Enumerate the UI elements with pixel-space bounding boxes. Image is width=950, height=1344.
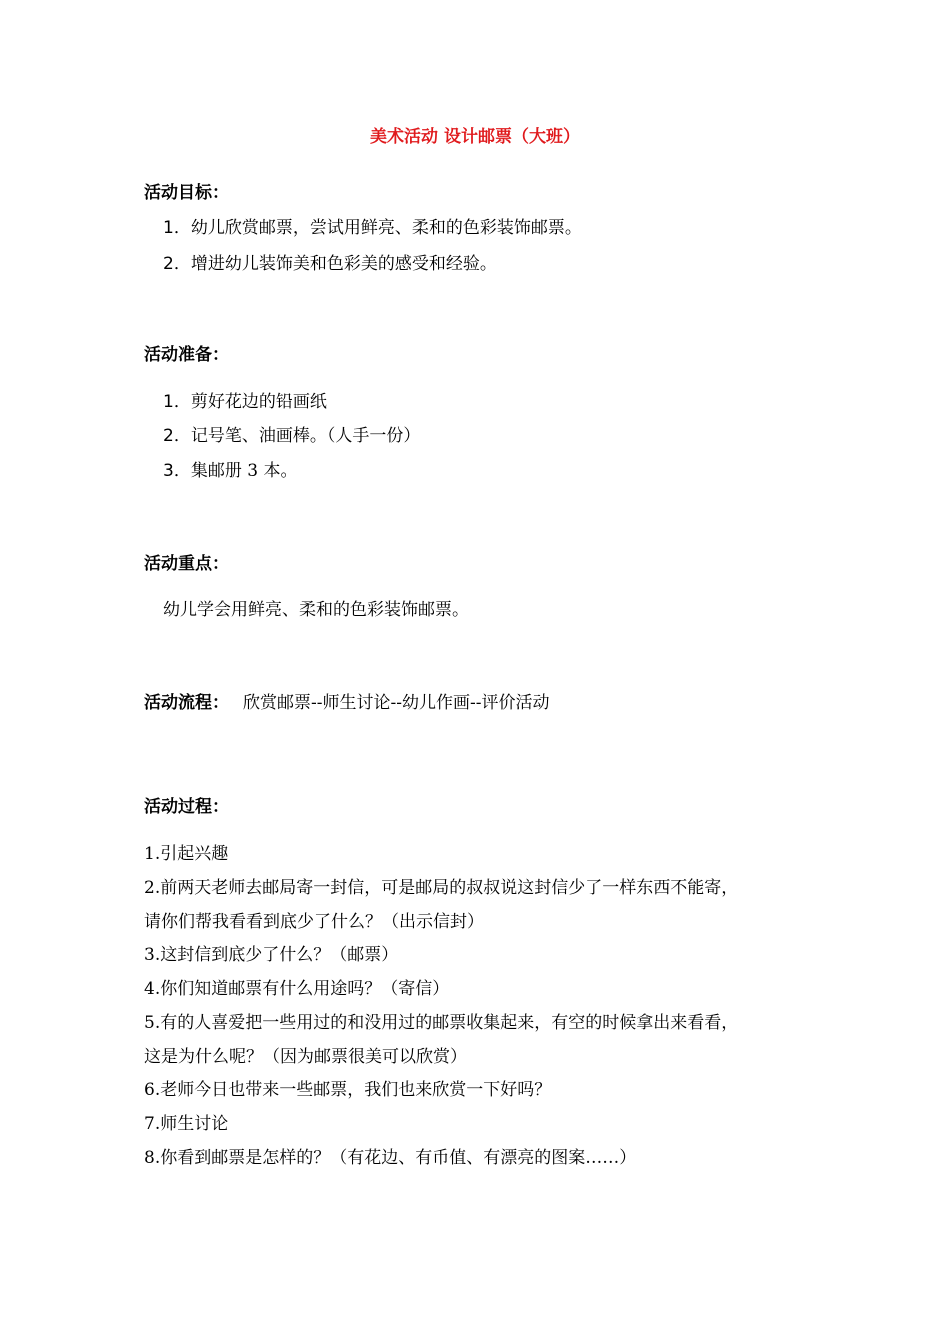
preparation-item-text: 记号笔、油画棒。（人手一份） [190,426,421,446]
goal-item-text: 增进幼儿装饰美和色彩美的感受和经验。 [190,254,497,274]
process-line: 1.引起兴趣 [144,844,229,864]
flow-line [144,692,549,714]
preparation-heading: 活动准备： [144,345,229,365]
process-line: 8.你看到邮票是怎样的？（有花边、有币值、有漂亮的图案……） [144,1148,637,1168]
document-title: 美术活动 设计邮票（大班） [370,127,580,147]
process-line: 这是为什么呢？（因为邮票很美可以欣赏） [144,1047,467,1067]
goal-item-text: 幼儿欣赏邮票，尝试用鲜亮、柔和的色彩装饰邮票。 [190,218,582,238]
goal-item-number: 1． [163,218,191,238]
preparation-item-text: 集邮册 3 本。 [190,461,298,481]
focus-heading: 活动重点： [144,554,229,574]
process-heading: 活动过程： [144,797,229,817]
preparation-item-number: 2． [163,426,191,446]
preparation-item-3 [163,460,297,482]
goal-item-number: 2． [163,254,191,274]
process-line: 请你们帮我看看到底少了什么？（出示信封） [144,912,484,932]
process-line: 2.前两天老师去邮局寄一封信，可是邮局的叔叔说这封信少了一样东西不能寄， [144,878,739,898]
process-line: 7.师生讨论 [144,1114,229,1134]
preparation-item-1 [163,391,327,413]
preparation-item-2 [163,425,420,447]
flow-heading: 活动流程： [144,693,229,713]
preparation-item-number: 1． [163,392,191,412]
focus-text: 幼儿学会用鲜亮、柔和的色彩装饰邮票。 [163,600,469,620]
process-line: 5.有的人喜爱把一些用过的和没用过的邮票收集起来，有空的时候拿出来看看， [144,1013,739,1033]
goal-item-1 [163,217,582,239]
process-line: 3.这封信到底少了什么？（邮票） [144,945,399,965]
preparation-item-number: 3． [163,461,191,481]
process-line: 4.你们知道邮票有什么用途吗？（寄信） [144,979,450,999]
preparation-item-text: 剪好花边的铅画纸 [190,392,327,412]
process-line: 6.老师今日也带来一些邮票，我们也来欣赏一下好吗？ [144,1080,552,1100]
goals-heading: 活动目标： [144,183,229,203]
flow-text: 欣赏邮票--师生讨论--幼儿作画--评价活动 [243,693,550,713]
goal-item-2 [163,253,497,275]
